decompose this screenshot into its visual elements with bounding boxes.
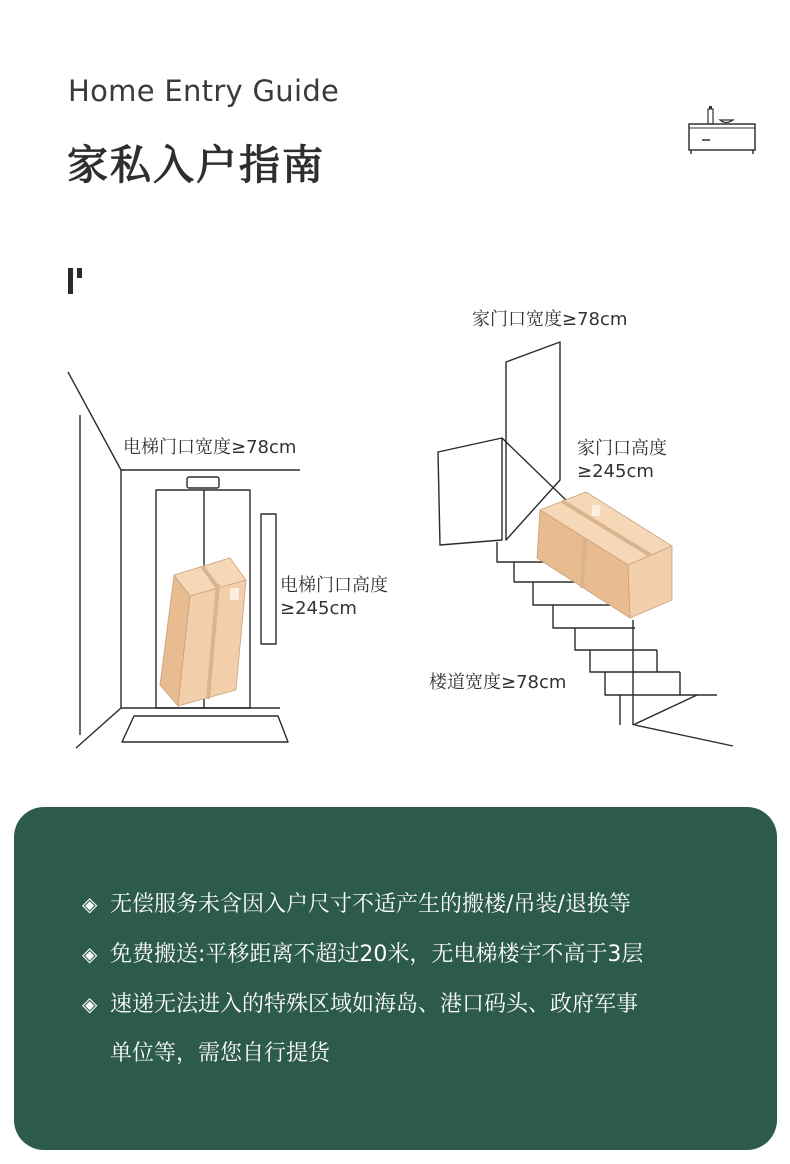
diamond-bullet-icon: ◈	[82, 992, 98, 1016]
elevator-height-value: ≥245cm	[280, 598, 357, 619]
page-title: 家私入户指南	[67, 141, 325, 189]
note-item-continuation: 单位等，需您自行提货	[110, 1041, 331, 1066]
cardboard-box-stairs	[537, 492, 672, 618]
note-item: ◈ 免费搬送:平移距离不超过20米，无电梯楼宇不高于3层	[82, 939, 643, 970]
section-mark-icon	[68, 266, 88, 296]
door-width-label: 家门口宽度≥78cm	[472, 309, 628, 330]
sideboard-icon	[686, 104, 758, 156]
cardboard-box-elevator	[160, 558, 246, 706]
note-item: ◈ 无偿服务未含因入户尺寸不适产生的搬楼/吊装/退换等	[82, 889, 631, 920]
notes-panel	[14, 807, 777, 1150]
entry-illustration	[0, 300, 790, 770]
elevator-width-label: 电梯门口宽度≥78cm	[123, 437, 297, 458]
diamond-bullet-icon: ◈	[82, 892, 98, 916]
subtitle-en: Home Entry Guide	[68, 74, 340, 108]
stair-width-label: 楼道宽度≥78cm	[429, 672, 567, 693]
note-item: ◈ 速递无法进入的特殊区域如海岛、港口码头、政府军事	[82, 989, 638, 1020]
door-height-label: 家门口高度	[577, 438, 667, 459]
elevator-height-label: 电梯门口高度	[280, 575, 388, 596]
diamond-bullet-icon: ◈	[82, 942, 98, 966]
door-height-value: ≥245cm	[577, 461, 654, 482]
